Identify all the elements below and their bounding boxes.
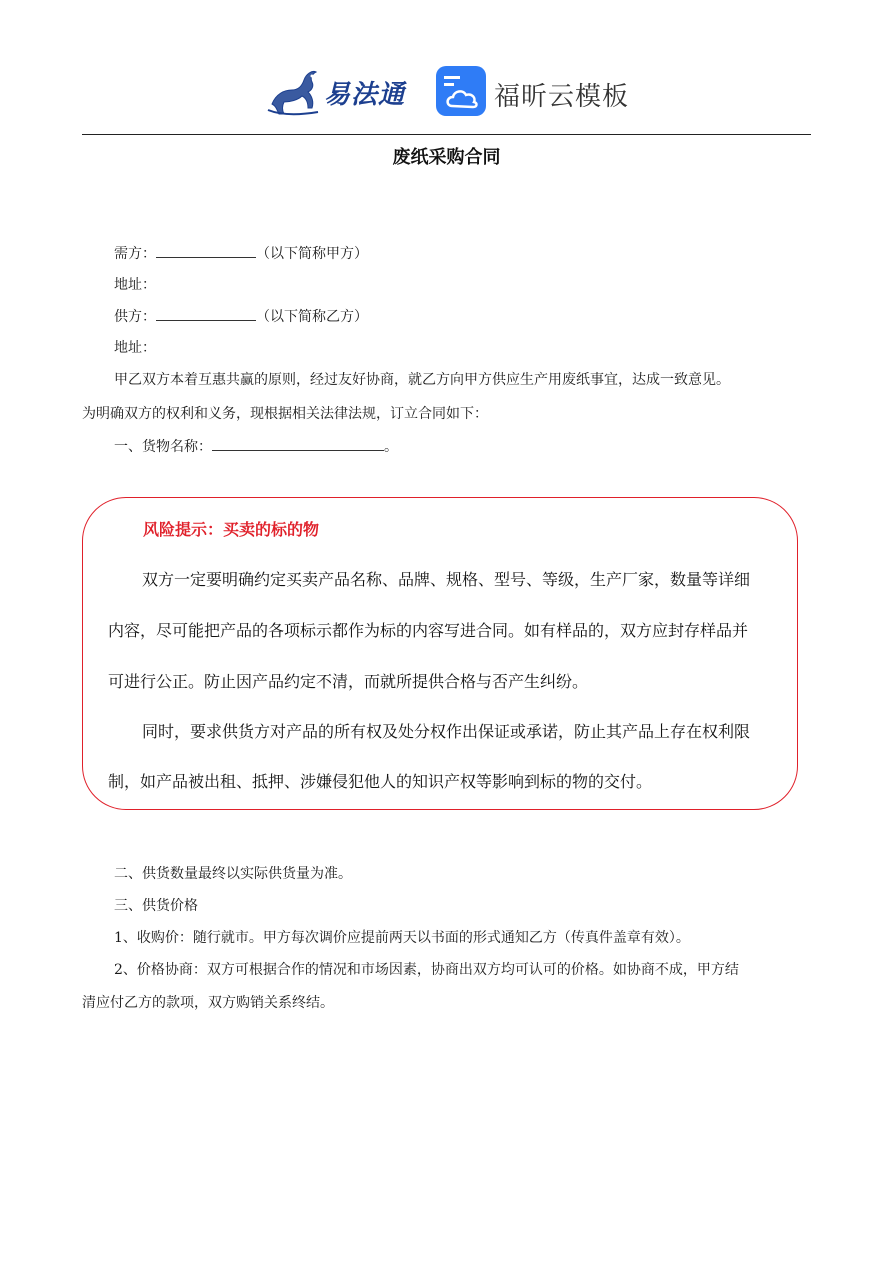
foxit-cloud-template-text: 福昕云模板 [494,82,630,112]
clause-2-quantity: 二、供货数量最终以实际供货量为准。 [114,866,352,882]
foxit-cloud-template-logo [436,64,636,116]
seller-address-line [82,338,845,358]
risk-callout-title: 风险提示：买卖的标的物 [143,520,320,539]
yifatong-logo [262,64,422,116]
risk-paragraph-1-line-3: 可进行公正。防止因产品约定不清，而就所提供合格与否产生纠纷。 [108,672,589,691]
risk-paragraph-2-line-2: 制，如产品被出租、抵押、涉嫌侵犯他人的知识产权等影响到标的物的交付。 [108,772,653,791]
goods-name-blank [212,436,384,451]
intro-line-1: 甲乙双方本着互惠共赢的原则，经过友好协商，就乙方向甲方供应生产用废纸事宜，达成一致意见。 [114,372,730,388]
clause-3-1-purchase-price: 1、收购价：随行就市。甲方每次调价应提前两天以书面的形式通知乙方（传真件盖章有效）。 [114,930,690,946]
risk-paragraph-1-line-2: 内容，尽可能把产品的各项标示都作为标的内容写进合同。如有样品的，双方应封存样品并 [108,621,749,640]
seller-label: 供方： [114,309,156,325]
buyer-suffix: （以下简称甲方） [256,246,368,262]
header-divider [82,134,811,135]
clause-1-end: 。 [384,439,398,455]
buyer-address-line [82,275,845,295]
risk-paragraph-1-line-1: 双方一定要明确约定买卖产品名称、品牌、规格、型号、等级，生产厂家，数量等详细 [142,570,751,589]
risk-callout-box [82,497,798,810]
horse-emblem-icon [262,64,326,118]
seller-name-blank [156,306,256,321]
yifatong-logo-text: 易法通 [324,80,406,110]
clause-3-2-price-negotiation-line-1: 2、价格协商：双方可根据合作的情况和市场因素，协商出双方均可认可的价格。如协商不成，甲方结 [114,962,739,978]
risk-paragraph-2-line-1: 同时，要求供货方对产品的所有权及处分权作出保证或承诺，防止其产品上存在权利限 [142,722,751,741]
buyer-label: 需方： [114,246,156,262]
buyer-name-blank [156,243,256,258]
intro-line-2: 为明确双方的权利和义务，现根据相关法律法规，订立合同如下： [82,406,488,422]
clause-1-label: 一、货物名称： [114,439,212,455]
buyer-address-label: 地址： [114,277,156,293]
document-title: 废纸采购合同 [392,147,501,168]
clause-3-price-heading: 三、供货价格 [114,898,198,914]
header [0,58,893,124]
buyer-line [82,243,845,264]
seller-line [82,306,845,327]
foxit-cloud-app-icon [436,66,486,116]
seller-suffix: （以下简称乙方） [256,309,368,325]
seller-address-label: 地址： [114,340,156,356]
clause-1-goods-name [82,436,845,457]
clause-3-2-price-negotiation-line-2: 清应付乙方的款项，双方购销关系终结。 [82,995,334,1011]
